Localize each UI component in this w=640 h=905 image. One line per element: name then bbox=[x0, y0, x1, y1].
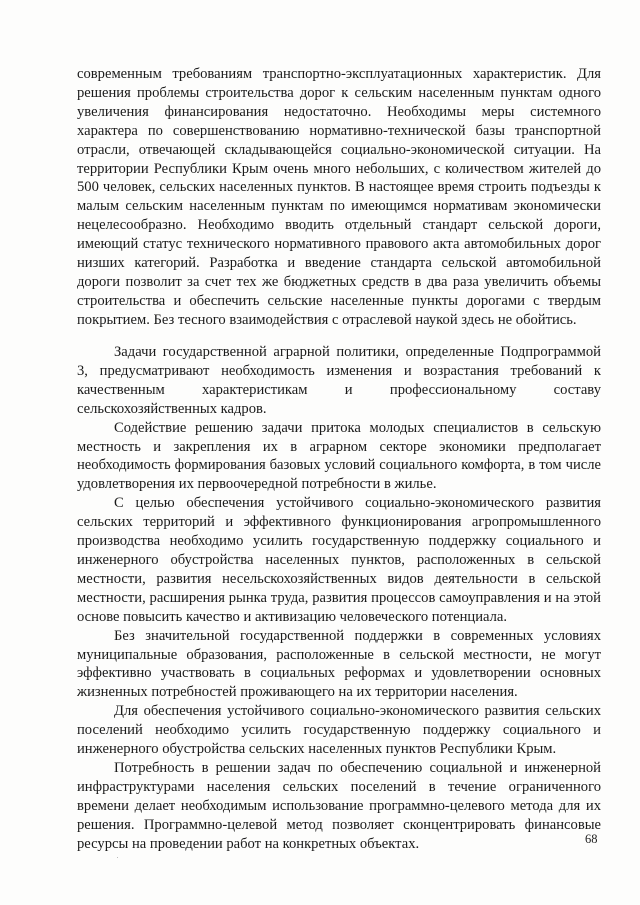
text-block-top bbox=[77, 65, 601, 330]
paragraph: Задачи государственной аграрной политики, определенные Подпрограммой 3, предусматривают необходимость изменения и возрастания требований к качественным характеристикам и профессиональному составу сельскохозяйственных кадров. bbox=[77, 344, 601, 417]
paragraph: Потребность в решении задач по обеспечению социальной и инженерной инфраструктурами населения сельских поселений в течение ограниченного времени делает необходимым использование программно-целевого метода для их решения. Программно-целевой метод позволяет сконцентрировать финансовые ресурсы на проведении работ на конкретных объектах. bbox=[77, 759, 601, 852]
paragraph: современным требованиям транспортно-эксплуатационных характеристик. Для решения проблемы строительства дорог к сельским населенным пунктам одного увеличения финансирования недостаточно. Необходимы меры системного характера по совершенствованию нормативно-технической базы транспортной отрасли, отвечающей складывающейся социально-экономической ситуации. На территории Республики Крым очень много небольших, с количеством жителей до 500 человек, сельских населенных пунктов. В настоящее время строить подъезды к малым сельским населенным пунктам по имеющимся нормативам экономически нецелесообразно. Необходимо вводить отдельный стандарт сельской дороги, имеющий статус технического нормативного правового акта автомобильных дорог низших категорий. Разработка и введение стандарта сельской автомобильной дороги позволит за счет тех же бюджетных средств в два раза увеличить объемы строительства и обеспечить сельские населенные пункты дорогами с твердым покрытием. Без тесного взаимодействия с отраслевой наукой здесь не обойтись. bbox=[77, 66, 601, 328]
scan-artifact bbox=[117, 857, 118, 858]
text-block-bottom bbox=[77, 343, 601, 853]
page-number: 68 bbox=[585, 832, 598, 846]
paragraph: Для обеспечения устойчивого социально-экономического развития сельских поселений необходимо усилить государственную поддержку социального и инженерного обустройства сельских населенных пунктов Республики Крым. bbox=[77, 703, 601, 758]
paragraph: С целью обеспечения устойчивого социально-экономического развития сельских территорий и эффективного функционирования агропромышленного производства необходимо усилить государственную поддержку социального и инженерного обустройства населенных пунктов, расположенных в сельской местности, развития несельскохозяйственных видов деятельности в сельской местности, расширения рынка труда, развития процессов самоуправления и на этой основе повысить качество и активизацию человеческого потенциала. bbox=[77, 495, 601, 625]
paragraph: Без значительной государственной поддержки в современных условиях муниципальные образования, расположенные в сельской местности, не могут эффективно участвовать в социальных реформах и удовлетворении основных жизненных потребностей проживающего на их территории населения. bbox=[77, 627, 601, 701]
paragraph: Содействие решению задачи притока молодых специалистов в сельскую местность и закрепления их в аграрном секторе экономики предполагает необходимость формирования базовых условий социального комфорта, в том числе удовлетворения их первоочередной потребности в жилье. bbox=[77, 419, 601, 493]
